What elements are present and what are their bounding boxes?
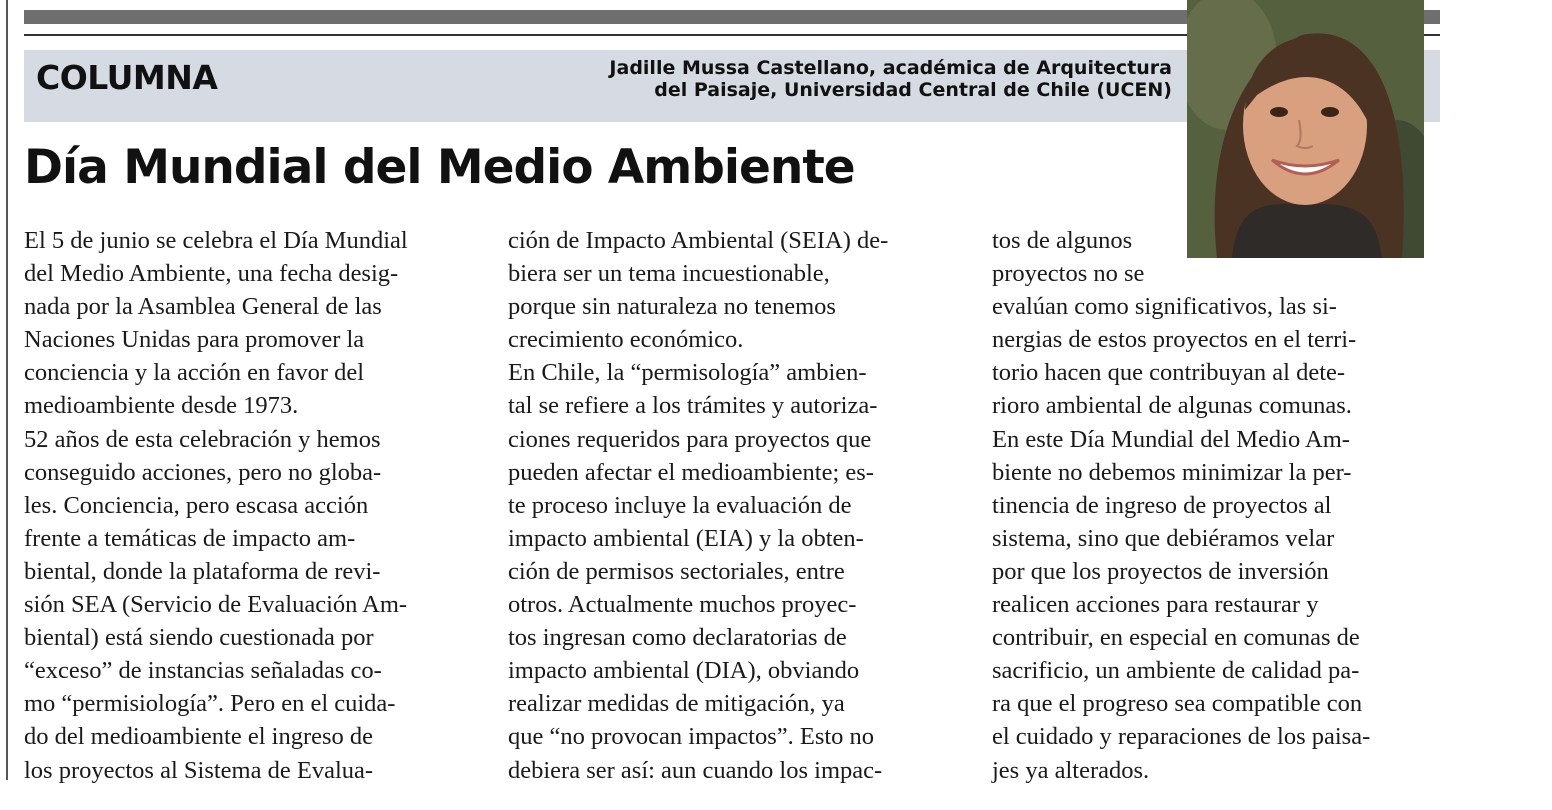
author-byline bbox=[532, 57, 1172, 101]
section-label: COLUMNA bbox=[36, 58, 218, 97]
text-line: realizar medidas de mitigación, ya bbox=[508, 690, 845, 718]
text-line: impacto ambiental (DIA), obviando bbox=[508, 657, 860, 685]
text-line: nada por la Asamblea General de las bbox=[24, 293, 382, 321]
text-line: realicen acciones para restaurar y bbox=[992, 591, 1319, 619]
page-edge-rule bbox=[6, 0, 8, 780]
text-line: evalúan como significativos, las si- bbox=[992, 293, 1337, 321]
text-line: ciones requeridos para proyectos que bbox=[508, 425, 872, 453]
text-line: 52 años de esta celebración y hemos bbox=[24, 425, 381, 453]
text-line: mo “permisiología”. Pero en el cuida- bbox=[24, 690, 396, 718]
text-line: medioambiente desde 1973. bbox=[24, 392, 299, 420]
text-line: sión SEA (Servicio de Evaluación Am- bbox=[24, 591, 408, 619]
text-line: por que los proyectos de inversión bbox=[992, 557, 1329, 585]
text-line: porque sin naturaleza no tenemos bbox=[508, 293, 836, 321]
article-column-2 bbox=[508, 224, 968, 787]
article-column-1 bbox=[24, 224, 484, 787]
author-portrait-illustration bbox=[1187, 0, 1424, 258]
text-line: ra que el progreso sea compatible con bbox=[992, 690, 1363, 718]
text-line: tal se refiere a los trámites y autoriza- bbox=[508, 392, 878, 420]
text-line: biental, donde la plataforma de revi- bbox=[24, 557, 381, 585]
text-line: sistema, sino que debiéramos velar bbox=[992, 524, 1335, 552]
text-line: tos de algunos bbox=[992, 227, 1133, 254]
text-line: “exceso” de instancias señaladas co- bbox=[24, 657, 382, 685]
text-line: nergias de estos proyectos en el terri- bbox=[992, 326, 1357, 354]
text-line: biente no debemos minimizar la per- bbox=[992, 458, 1352, 486]
text-line: torio hacen que contribuyan al dete- bbox=[992, 359, 1346, 387]
text-line: proyectos no se bbox=[992, 260, 1145, 288]
text-line: sacrificio, un ambiente de calidad pa- bbox=[992, 657, 1360, 685]
text-line: frente a temáticas de impacto am- bbox=[24, 524, 356, 552]
text-line: tinencia de ingreso de proyectos al bbox=[992, 491, 1332, 519]
text-line: tos ingresan como declaratorias de bbox=[508, 624, 847, 652]
text-line: debiera ser así: aun cuando los impac- bbox=[508, 756, 883, 784]
text-line: Naciones Unidas para promover la bbox=[24, 326, 365, 354]
text-line: do del medioambiente el ingreso de bbox=[24, 723, 374, 751]
text-line: En este Día Mundial del Medio Am- bbox=[992, 425, 1350, 453]
author-photo bbox=[1187, 0, 1424, 258]
text-line: El 5 de junio se celebra el Día Mundial bbox=[24, 227, 408, 254]
text-line: conciencia y la acción en favor del bbox=[24, 359, 365, 387]
text-line: les. Conciencia, pero escasa acción bbox=[24, 491, 369, 519]
text-line: En Chile, la “permisología” ambien- bbox=[508, 359, 867, 387]
text-line: ción de Impacto Ambiental (SEIA) de- bbox=[508, 227, 889, 254]
text-line: impacto ambiental (EIA) y la obten- bbox=[508, 524, 864, 552]
text-line: conseguido acciones, pero no globa- bbox=[24, 458, 382, 486]
text-line: te proceso incluye la evaluación de bbox=[508, 491, 852, 519]
text-line: que “no provocan impactos”. Esto no bbox=[508, 723, 875, 751]
text-line: biental) está siendo cuestionada por bbox=[24, 624, 374, 652]
text-line: biera ser un tema incuestionable, bbox=[508, 260, 830, 288]
article-column-3 bbox=[992, 224, 1452, 787]
byline-line-2: del Paisaje, Universidad Central de Chile (UCEN) bbox=[654, 79, 1172, 101]
article-headline: Día Mundial del Medio Ambiente bbox=[24, 140, 855, 195]
text-line: el cuidado y reparaciones de los paisa- bbox=[992, 723, 1371, 751]
text-line: rioro ambiental de algunas comunas. bbox=[992, 392, 1352, 420]
byline-line-1: Jadille Mussa Castellano, académica de Arquitectura bbox=[609, 57, 1172, 79]
text-line: pueden afectar el medioambiente; es- bbox=[508, 458, 874, 486]
text-line: contribuir, en especial en comunas de bbox=[992, 624, 1360, 652]
text-line: ción de permisos sectoriales, entre bbox=[508, 557, 845, 585]
text-line: jes ya alterados. bbox=[992, 756, 1150, 784]
text-line: crecimiento económico. bbox=[508, 326, 744, 354]
text-line: los proyectos al Sistema de Evalua- bbox=[24, 756, 374, 784]
text-line: otros. Actualmente muchos proyec- bbox=[508, 591, 857, 619]
text-line: del Medio Ambiente, una fecha desig- bbox=[24, 260, 399, 288]
